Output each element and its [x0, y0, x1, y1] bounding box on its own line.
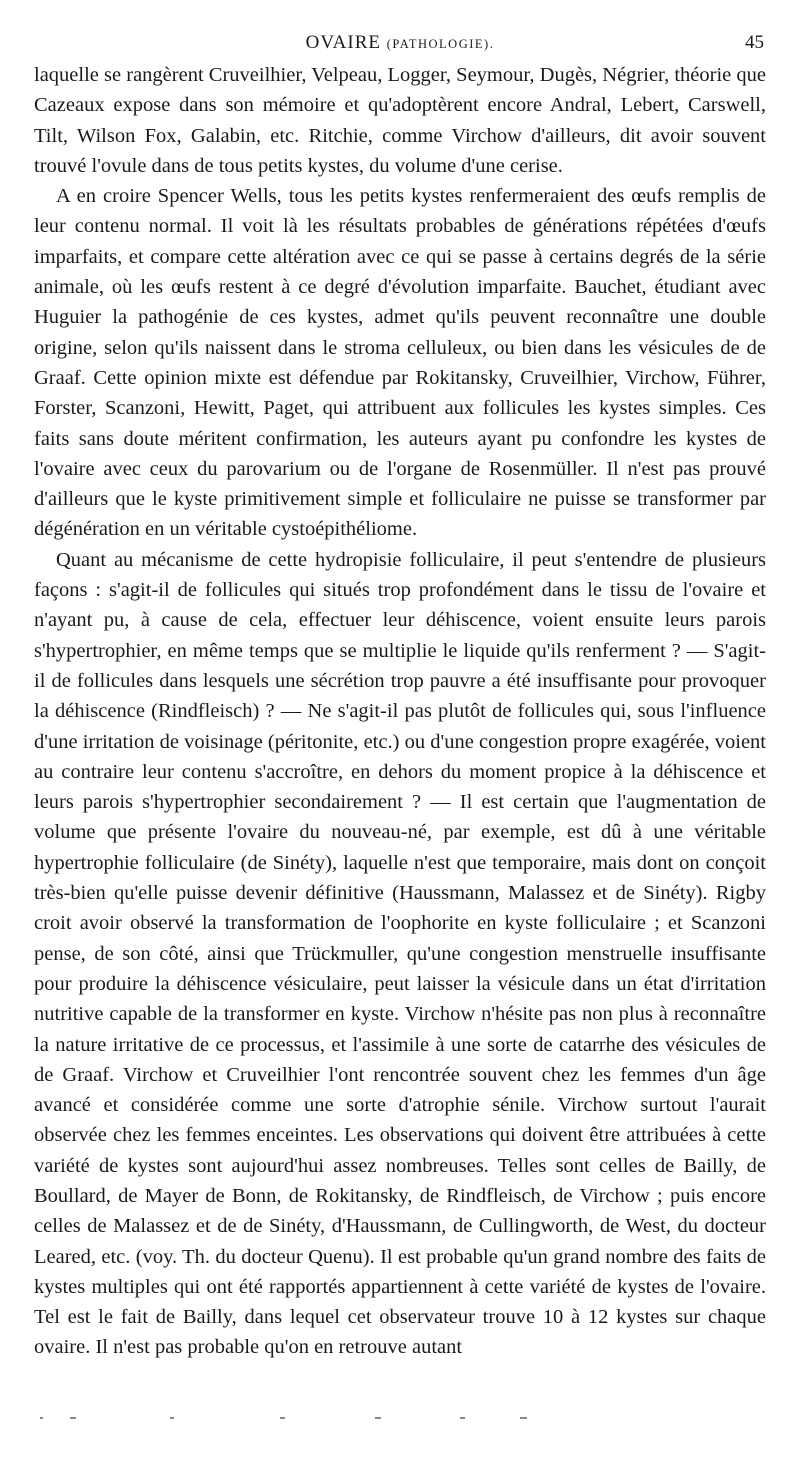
running-title-sub: (PATHOLOGIE).	[386, 37, 495, 51]
paragraph-3: Quant au mécanisme de cette hydropisie folliculaire, il peut s'entendre de plusieurs façons : s'agit-il de follicules qui situés trop profondément dans le tissu de l'ovaire et n'ayant pu, à cause de cela, effectuer leur déhiscence, voient ensuite leurs parois s'hypertrophier, en même temps que se multiplie le liquide qu'ils renferment ? — S'agit-il de follicules dans lesquels une sécrétion trop pauvre a été insuffisante pour provoquer la déhiscence (Rindfleisch) ? — Ne s'agit-il pas plutôt de follicules qui, sous l'influence d'une irritation de voisinage (péritonite, etc.) ou d'une congestion propre exagérée, voient au contraire leur contenu s'accroître, en dehors du moment propice à la déhiscence et leurs parois s'hypertrophier secondairement ? — Il est certain que l'augmentation de volume que présente l'ovaire du nouveau-né, par exemple, est dû à une véritable hypertrophie folliculaire (de Sinéty), laquelle n'est que temporaire, mais dont on conçoit très-bien qu'elle puisse devenir définitive (Haussmann, Malassez et de Sinéty). Rigby croit avoir observé la transformation de l'oophorite en kyste folliculaire ; et Scanzoni pense, de son côté, ainsi que Trückmuller, qu'une congestion menstruelle insuffisante pour produire la déhiscence vésiculaire, peut laisser la vésicule dans un état d'irritation nutritive capable de la transformer en kyste. Virchow n'hésite pas non plus à reconnaître la nature irritative de ce processus, et l'assimile à une sorte de catarrhe des vésicules de de Graaf. Virchow et Cruveilhier l'ont rencontrée souvent chez les femmes d'un âge avancé et considérée comme une sorte d'atrophie sénile. Virchow surtout l'aurait observée chez les femmes enceintes. Les observations qui doivent être attribuées à cette variété de kystes sont aujourd'hui assez nombreuses. Telles sont celles de Bailly, de Boullard, de Mayer de Bonn, de Rokitansky, de Rindfleisch, de Virchow ; puis encore celles de Malassez et de de Sinéty, d'Haussmann, de Cullingworth, de West, du docteur Leared, etc. (voy. Th. du docteur Quenu). Il est probable qu'un grand nombre des faits de kystes multiples qui ont été rapportés appartiennent à cette variété de kystes de l'ovaire. Tel est le fait de Bailly, dans lequel cet observateur trouve 10 à 12 kystes sur chaque ovaire. Il n'est pas probable qu'on en retrouve autant	[34, 548, 766, 1359]
paragraph-2: A en croire Spencer Wells, tous les petits kystes renfermeraient des œufs remplis de leur contenu normal. Il voit là les résultats probables de générations répétées d'œufs imparfaits, et compare cette altération avec ce qui se passe à certains degrés de la série animale, où les œufs restent à ce degré d'évolution imparfaite. Bauchet, étudiant avec Huguier la pathogénie de ces kystes, admet qu'ils peuvent reconnaître une double origine, selon qu'ils naissent dans le stroma celluleux, ou bien dans les vésicules de de Graaf. Cette opinion mixte est défendue par Rokitansky, Cruveilhier, Virchow, Führer, Forster, Scanzoni, Hewitt, Paget, qui attribuent aux follicules les kystes simples. Ces faits sans doute méritent confirmation, les auteurs ayant pu confondre les kystes de l'ovaire avec ceux du parovarium ou de l'organe de Rosenmüller. Il n'est pas prouvé d'ailleurs que le kyste primitivement simple et folliculaire ne puisse se transformer par dégénération en un véritable cystoépithéliome.	[34, 185, 766, 541]
running-head	[34, 32, 766, 56]
running-title	[34, 32, 766, 54]
running-title-main: OVAIRE	[305, 32, 381, 53]
paragraph-1: laquelle se rangèrent Cruveilhier, Velpeau, Logger, Seymour, Dugès, Négrier, théorie que Cazeaux expose dans son mémoire et qu'adoptèrent encore Andral, Lebert, Carswell, Tilt, Wilson Fox, Galabin, etc. Ritchie, comme Virchow d'ailleurs, dit avoir souvent trouvé l'ovule dans de tous petits kystes, du volume d'une cerise.	[34, 64, 766, 177]
page-number: 45	[745, 32, 764, 53]
scan-specks	[40, 1415, 540, 1421]
body-text	[34, 60, 766, 1363]
